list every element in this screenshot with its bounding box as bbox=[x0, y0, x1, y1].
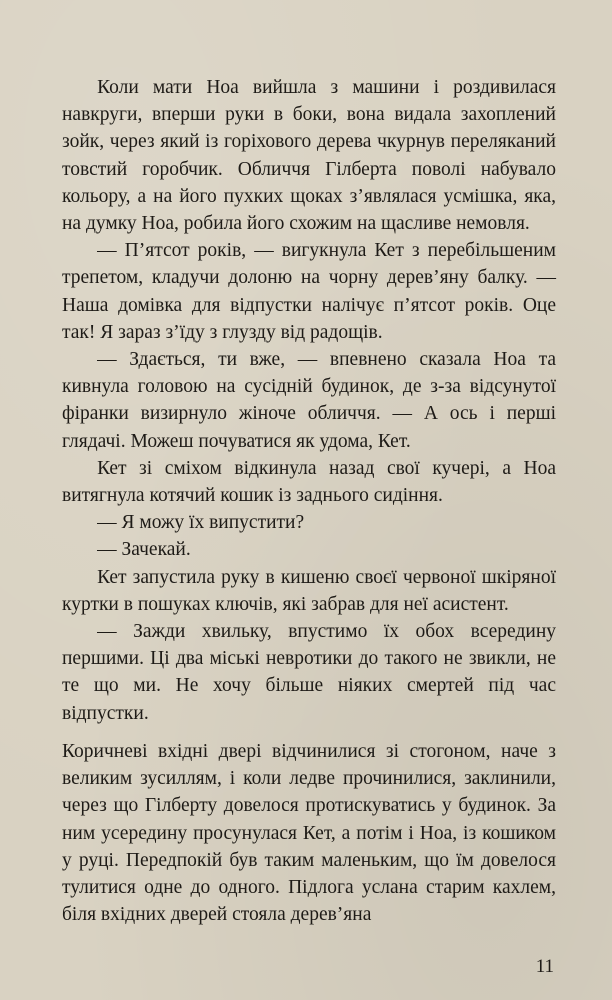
page-number: 11 bbox=[535, 956, 554, 977]
paragraph: — Зажди хвильку, впустимо їх обох всередину першими. Ці два міські невротики до такого не звикли, не те що ми. Не хочу більше ніяких смертей під час відпустки. bbox=[62, 621, 556, 724]
paragraph: Коричневі вхідні двері відчинилися зі стогоном, наче з великим зусиллям, і коли ледве прочинилися, заклинили, через що Гілберту довелося протискуватись у будинок. За ним усередину просунулася Кет, а потім і Ноа, із кошиком у руці. Передпокій був таким маленьким, що їм довелося тулитися одне до одного. Підлога услана старим кахлем, біля вхідних дверей стояла дерев’яна bbox=[62, 741, 556, 926]
paragraph: — П’ятсот років, — вигукнула Кет з перебільшеним трепетом, кладучи долоню на чорну дерев’яну балку. — Наша домівка для відпустки налічує п’ятсот років. Оце так! Я зараз з’їду з глузду від радощів. bbox=[62, 240, 556, 343]
paragraph: Коли мати Ноа вийшла з машини і роздивилася навкруги, вперши руки в боки, вона видала захоплений зойк, через який із горіхового дерева чкурнув переляканий товстий горобчик. Обличчя Гілберта поволі набувало кольору, а на його пухких щоках з’являлася усмішка, яка, на думку Ноа, робила його схожим на щасливе немовля. bbox=[62, 77, 556, 235]
paragraph: — Зачекай. bbox=[97, 539, 191, 561]
paragraph: Кет зі сміхом відкинула назад свої кучері, а Ноа витягнула котячий кошик із заднього сидіння. bbox=[62, 457, 556, 507]
paragraph: — Я можу їх випустити? bbox=[97, 512, 305, 534]
paragraph: Кет запустила руку в кишеню своєї червоної шкіряної куртки в пошуках ключів, які забрав для неї асистент. bbox=[62, 566, 556, 615]
text-section-one bbox=[62, 74, 556, 727]
text-section-two bbox=[62, 738, 556, 928]
paragraph: — Здається, ти вже, — впевнено сказала Ноа та кивнула головою на сусідній будинок, де з-за відсунутої фіранки визирнуло жіноче обличчя. — А ось і перші глядачі. Можеш почуватися як удома, Кет. bbox=[62, 349, 556, 452]
